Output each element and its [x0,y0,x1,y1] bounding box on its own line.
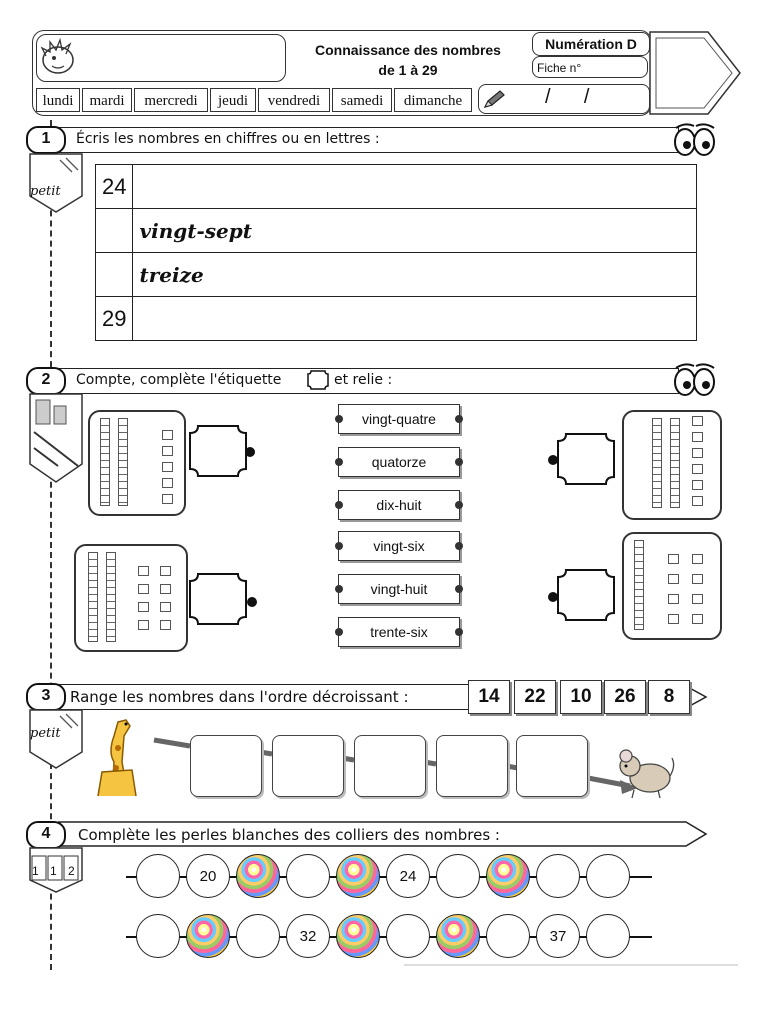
number-word-tag[interactable] [338,574,460,604]
white-bead[interactable] [136,914,180,958]
unit-cube [160,584,171,594]
footer-rule [404,964,738,966]
title-line1: Connaissance des nombres [315,42,501,58]
tag-label: quatorze [371,454,427,470]
white-bead[interactable]: 24 [386,854,430,898]
unit-cube [692,416,703,426]
number-card: 14 [468,680,510,714]
ex1-table [95,164,697,341]
date-slashes: / / [545,86,590,108]
tag-label: vingt-six [373,538,425,554]
ten-rod [652,418,662,508]
hedgehog-logo [38,36,78,78]
answer-box[interactable] [190,735,262,797]
words-cell[interactable] [133,165,697,209]
white-bead[interactable]: 37 [536,914,580,958]
table-row [96,253,697,297]
ex4-side-label: 1 [50,864,57,878]
link-dot[interactable] [455,628,463,636]
table-row [96,297,697,341]
link-dot[interactable] [548,592,558,602]
tag-label: dix-huit [376,497,422,513]
tag-label: trente-six [370,624,428,640]
white-bead[interactable] [536,854,580,898]
unit-cube [692,574,703,584]
ex3-instruction: Range les nombres dans l'ordre décroissant : [70,688,409,706]
ex4-number: 4 [26,821,66,849]
unit-cube [160,602,171,612]
day-samedi[interactable]: samedi [332,88,392,112]
unit-cube [138,602,149,612]
day-dimanche[interactable]: dimanche [394,88,472,112]
ex2-instruction-a: Compte, complète l'étiquette [76,372,282,388]
answer-label[interactable] [188,572,248,626]
unit-cube [668,614,679,624]
link-dot[interactable] [548,455,558,465]
eyes-icon [672,120,716,160]
white-bead[interactable] [586,914,630,958]
ten-rod [106,552,116,642]
day-lundi[interactable]: lundi [36,88,80,112]
unit-cube [138,620,149,630]
unit-cube [692,448,703,458]
eyes-icon [672,360,716,400]
white-bead[interactable] [286,854,330,898]
white-bead[interactable] [436,854,480,898]
ex4-side-label: 1 [32,864,39,878]
white-bead[interactable] [486,914,530,958]
tag-label: vingt-huit [370,581,428,597]
colored-bead [336,914,380,958]
answer-label[interactable] [556,568,616,622]
answer-box[interactable] [436,735,508,797]
ex1-side-label: petit [30,184,61,199]
colored-bead [236,854,280,898]
unit-cube [162,446,173,456]
unit-cube [138,584,149,594]
unit-cube [692,614,703,624]
link-dot[interactable] [247,597,257,607]
sheet-title [296,40,520,80]
unit-cube [692,464,703,474]
table-row [96,165,697,209]
ten-rod [100,418,110,506]
unit-cube [138,566,149,576]
unit-cube [692,594,703,604]
words-cell[interactable]: treize [133,253,697,297]
digits-cell[interactable]: 24 [96,165,133,209]
colored-bead [336,854,380,898]
words-cell[interactable]: vingt-sept [133,209,697,253]
unit-cube [160,566,171,576]
number-word-tag[interactable] [338,404,460,434]
colored-bead [486,854,530,898]
number-card: 8 [648,680,690,714]
answer-box[interactable] [272,735,344,797]
link-dot[interactable] [335,458,343,466]
unit-cube [668,594,679,604]
link-dot[interactable] [455,585,463,593]
ten-rod [88,552,98,642]
unit-cube [692,496,703,506]
answer-label[interactable] [556,432,616,486]
number-word-tag[interactable] [338,490,460,520]
category-label: Numération D [532,32,650,56]
ex1-instruction: Écris les nombres en chiffres ou en lettres : [76,131,380,147]
link-dot[interactable] [335,585,343,593]
number-word-tag[interactable] [338,617,460,647]
number-card: 10 [560,680,602,714]
ex3-number: 3 [26,683,66,711]
unit-cube [162,462,173,472]
day-vendredi[interactable]: vendredi [258,88,330,112]
ten-rod [118,418,128,506]
number-card: 22 [514,680,556,714]
unit-cube [668,574,679,584]
white-bead[interactable] [386,914,430,958]
digits-cell[interactable] [96,253,133,297]
digits-cell[interactable]: 29 [96,297,133,341]
day-jeudi[interactable]: jeudi [210,88,256,112]
tag-label: vingt-quatre [362,411,436,427]
number-word-tag[interactable] [338,531,460,561]
link-dot[interactable] [455,542,463,550]
digits-cell[interactable] [96,209,133,253]
colored-bead [436,914,480,958]
ex1-number: 1 [26,126,66,154]
unit-cube [162,494,173,504]
ex2-instruction-b: et relie : [334,372,393,388]
unit-cube [692,480,703,490]
link-dot[interactable] [335,501,343,509]
white-bead[interactable]: 20 [186,854,230,898]
day-mercredi[interactable]: mercredi [134,88,208,112]
link-dot[interactable] [455,458,463,466]
arrow-tab-shape [648,30,744,116]
ex2-number: 2 [26,367,66,395]
number-card: 26 [604,680,646,714]
answer-box[interactable] [516,735,588,797]
title-line2: de 1 à 29 [378,62,438,78]
white-bead[interactable] [236,914,280,958]
link-dot[interactable] [455,501,463,509]
unit-cube [162,430,173,440]
unit-cube [692,432,703,442]
words-cell[interactable] [133,297,697,341]
link-dot[interactable] [335,628,343,636]
label-shape-icon [306,369,330,391]
link-dot[interactable] [335,542,343,550]
answer-label[interactable] [188,424,248,478]
white-bead[interactable] [136,854,180,898]
ex4-instruction: Complète les perles blanches des colliers des nombres : [78,826,500,844]
table-row [96,209,697,253]
pencil-icon [482,88,508,110]
answer-box[interactable] [354,735,426,797]
day-mardi[interactable]: mardi [82,88,132,112]
white-bead[interactable]: 32 [286,914,330,958]
ex1-side-tab [28,152,84,214]
link-dot[interactable] [455,415,463,423]
link-dot[interactable] [245,447,255,457]
number-word-tag[interactable] [338,447,460,477]
ex2-side-tab [28,392,84,484]
white-bead[interactable] [586,854,630,898]
giraffe-image [92,712,152,798]
unit-cube [668,554,679,564]
unit-cube [160,620,171,630]
ten-rod [670,418,680,508]
link-dot[interactable] [335,415,343,423]
mouse-image [614,746,676,802]
ex4-side-label: 2 [68,864,75,878]
colored-bead [186,914,230,958]
ten-rod [634,540,644,630]
unit-cube [692,554,703,564]
fiche-number-field[interactable]: Fiche n° [532,56,648,78]
unit-cube [162,478,173,488]
ex3-side-label: petit [30,726,61,741]
